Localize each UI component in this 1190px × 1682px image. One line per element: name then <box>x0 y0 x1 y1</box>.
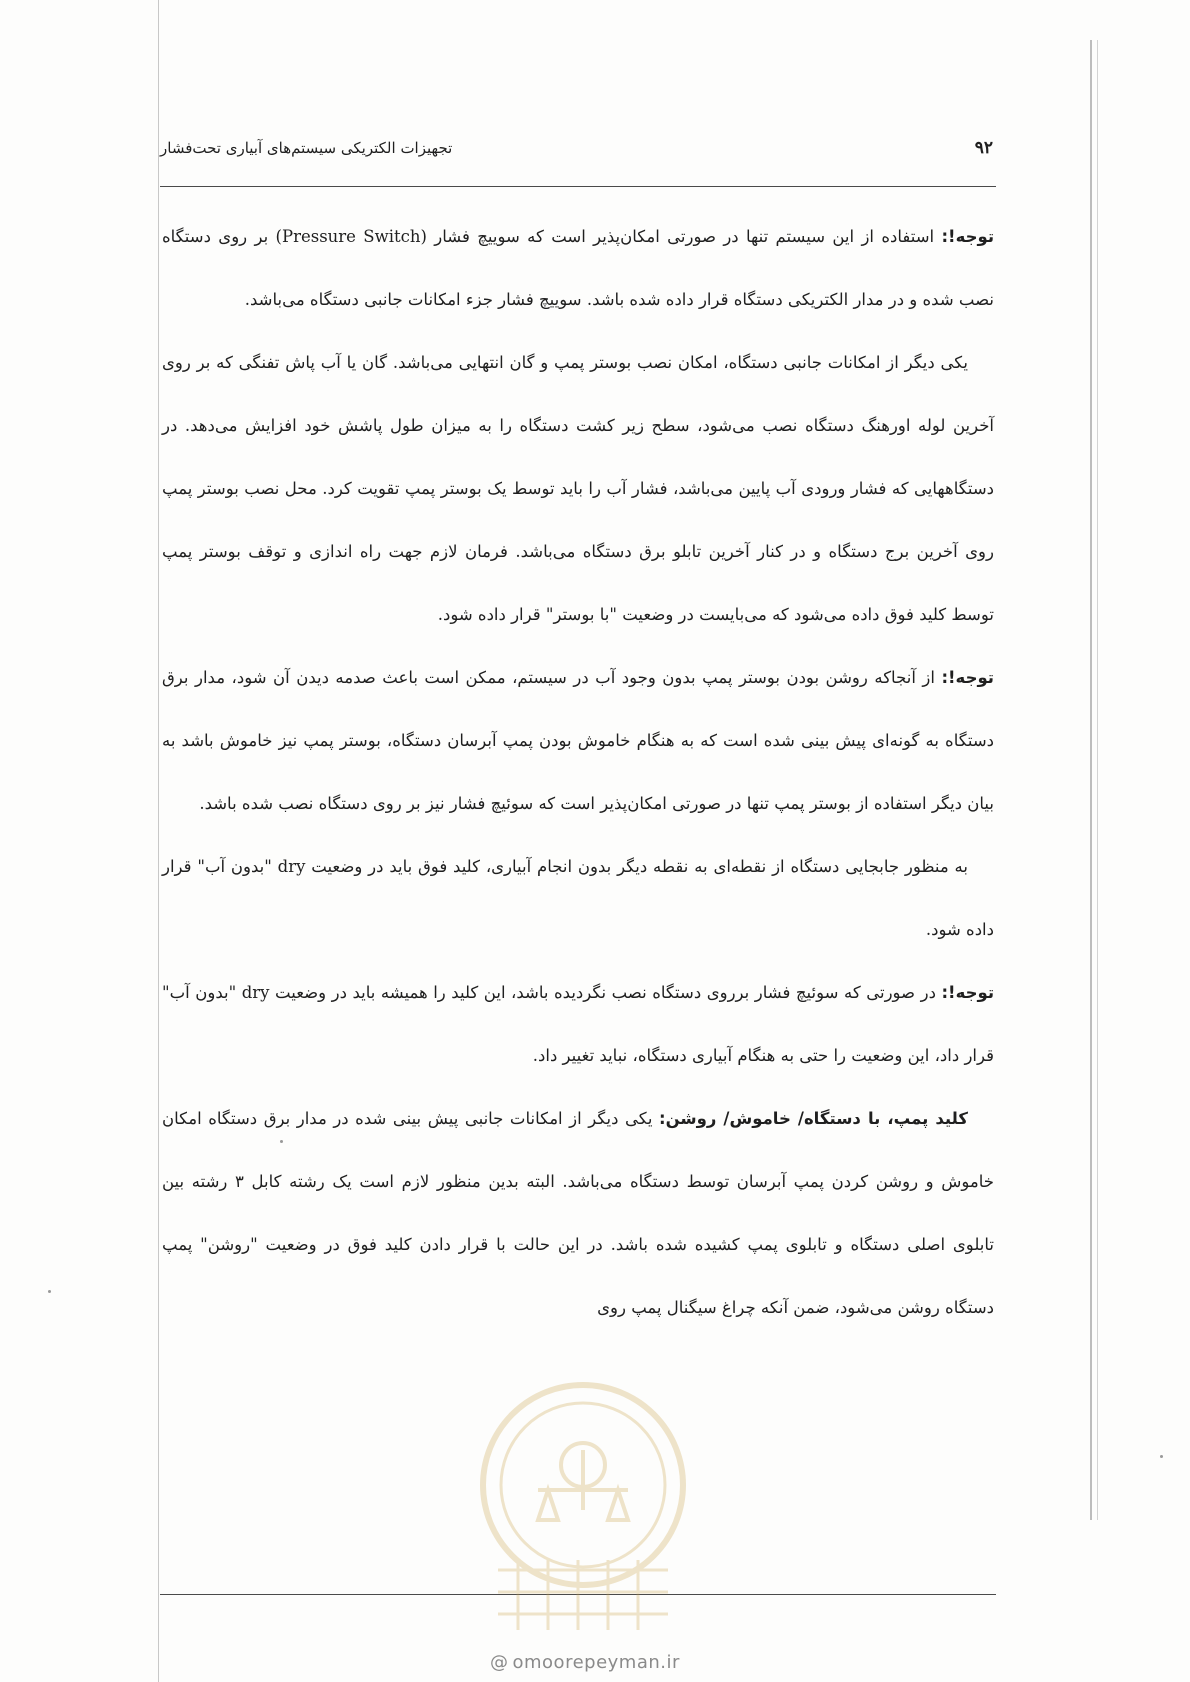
page-number: ۹۲ <box>974 138 993 158</box>
paragraph-text: در صورتی که سوئیچ فشار برروی دستگاه نصب نگردیده باشد، این کلید را همیشه باید در وضعیت dry "بدون آب" قرار داد، این وضعیت را حتی به هنگام آبیاری دستگاه، نباید تغییر داد. <box>162 983 994 1065</box>
paragraph <box>162 835 994 961</box>
note-paragraph <box>162 646 994 835</box>
seal-logo-icon <box>468 1370 698 1640</box>
scan-right-edge-inner <box>1097 40 1098 1520</box>
paragraph <box>162 331 994 646</box>
section-paragraph <box>162 1087 994 1339</box>
watermark-site: @ omoorepeyman.ir <box>490 1652 680 1673</box>
at-icon: @ <box>490 1652 509 1673</box>
scan-speck <box>1160 1455 1163 1458</box>
scan-right-edge <box>1090 40 1092 1520</box>
note-lead: توجه!: <box>941 983 995 1002</box>
footer-rule <box>160 1594 996 1595</box>
header-rule <box>160 186 996 187</box>
paragraph-text: از آنجاکه روشن بودن بوستر پمپ بدون وجود آب در سیستم، ممکن است باعث صدمه دیدن آن شود، مدار برق دستگاه به گونه‌ای پیش بینی شده است که به هنگام خاموش بودن پمپ آبرسان دستگاه، بوستر پمپ نیز خاموش باشد به بیان دیگر استفاده از بوستر پمپ تنها در صورتی امکان‌پذیر است که سوئیچ فشار نیز بر روی دستگاه نصب شده باشد. <box>162 668 994 813</box>
note-paragraph <box>162 961 994 1087</box>
paragraph-text: به منظور جابجایی دستگاه از نقطه‌ای به نقطه دیگر بدون انجام آبیاری، کلید فوق باید در وضعیت dry "بدون آب" قرار داده شود. <box>162 857 994 939</box>
note-paragraph <box>162 205 994 331</box>
running-title: تجهیزات الکتریکی سیستم‌های آبیاری تحت‌فشار <box>160 139 453 157</box>
scan-speck <box>48 1290 51 1293</box>
page-body <box>162 205 994 1339</box>
paragraph-text: یکی دیگر از امکانات جانبی دستگاه، امکان نصب بوستر پمپ و گان انتهایی می‌باشد. گان یا آب پاش تفنگی که بر روی آخرین لوله اورهنگ دستگاه نصب می‌شود، سطح زیر کشت دستگاه را به میزان طول پاشش خود افزایش می‌دهد. در دستگاههایی که فشار ورودی آب پایین می‌باشد، فشار آب را باید توسط یک بوستر پمپ تقویت کرد. محل نصب بوستر پمپ روی آخرین برج دستگاه و در کنار آخرین تابلو برق دستگاه می‌باشد. فرمان لازم جهت راه اندازی و توقف بوستر پمپ توسط کلید فوق داده می‌شود که می‌بایست در وضعیت "با بوستر" قرار داده شود. <box>162 353 994 624</box>
section-lead: کلید پمپ، با دستگاه/ خاموش/ روشن: <box>658 1109 968 1128</box>
note-lead: توجه!: <box>941 668 994 687</box>
scan-left-edge <box>158 0 159 1682</box>
paragraph-text: یکی دیگر از امکانات جانبی پیش بینی شده در مدار برق دستگاه امکان خاموش و روشن کردن پمپ آبرسان توسط دستگاه می‌باشد. البته بدین منظور لازم است یک رشته کابل ۳ رشته بین تابلوی اصلی دستگاه و تابلوی پمپ کشیده شده باشد. در این حالت با قرار دادن کلید فوق در وضعیت "روشن" پمپ دستگاه روشن می‌شود، ضمن آنکه چراغ سیگنال پمپ روی <box>162 1109 994 1317</box>
note-lead: توجه!: <box>941 227 995 246</box>
paragraph-text: استفاده از این سیستم تنها در صورتی امکان‌پذیر است که سوییچ فشار (Pressure Switch) بر روی دستگاه نصب شده و در مدار الکتریکی دستگاه قرار داده شده باشد. سوییچ فشار جزء امکانات جانبی دستگاه می‌باشد. <box>162 227 994 309</box>
page-header <box>160 128 993 168</box>
